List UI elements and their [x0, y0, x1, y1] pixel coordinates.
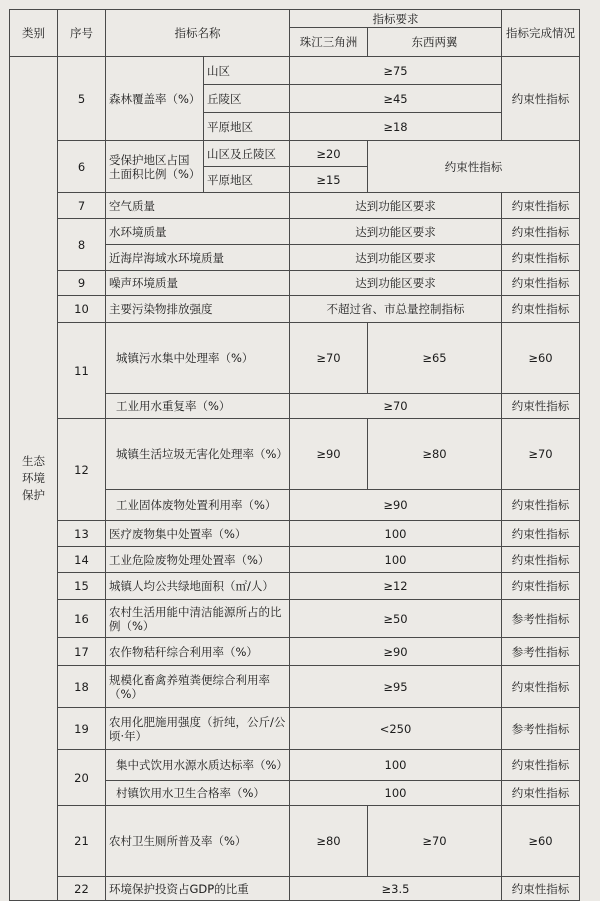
indicator-name: 医疗废物集中处置率（%） [106, 521, 290, 547]
table-row [10, 193, 580, 219]
indicator-name: 工业固体废物处置利用率（%） [106, 490, 290, 521]
indicator-name: 水环境质量 [106, 219, 290, 245]
requirement-value: ≥45 [290, 85, 502, 113]
indicator-name: 城镇人均公共绿地面积（㎡/人） [106, 573, 290, 600]
requirement-value: 100 [290, 521, 502, 547]
requirement-mountain: ≥60 [502, 806, 580, 877]
row-number: 9 [58, 271, 106, 296]
indicator-name: 工业用水重复率（%） [106, 394, 290, 419]
table-row [10, 877, 580, 901]
status-cell: 约束性指标 [502, 193, 580, 219]
requirement-value: ≥18 [290, 113, 502, 141]
requirement-value: ≥20 [290, 141, 368, 167]
requirement-value: ≥50 [290, 600, 502, 638]
header-indicator-name: 指标名称 [106, 10, 290, 57]
status-cell: 约束性指标 [502, 666, 580, 708]
table-row [10, 323, 580, 394]
header-completion: 指标完成情况 [502, 10, 580, 57]
requirement-value: ≥12 [290, 573, 502, 600]
indicator-name: 噪声环境质量 [106, 271, 290, 296]
table-row [10, 573, 580, 600]
row-number: 7 [58, 193, 106, 219]
indicator-name: 城镇生活垃圾无害化处理率（%） [106, 419, 290, 490]
table-row [10, 708, 580, 750]
sub-indicator: 平原地区 [204, 113, 290, 141]
requirement-value: ≥90 [290, 490, 502, 521]
requirement-value: ≥3.5 [290, 877, 502, 901]
table-row [10, 806, 580, 877]
status-cell: 参考性指标 [502, 638, 580, 666]
row-number: 10 [58, 296, 106, 323]
row-number: 20 [58, 750, 106, 806]
row-number: 15 [58, 573, 106, 600]
requirement-east-west: ≥80 [368, 419, 502, 490]
status-cell: 约束性指标 [502, 573, 580, 600]
indicator-name: 空气质量 [106, 193, 290, 219]
requirement-value: 达到功能区要求 [290, 271, 502, 296]
table-row [10, 547, 580, 573]
status-cell: 约束性指标 [502, 271, 580, 296]
row-number: 11 [58, 323, 106, 419]
table-row [10, 57, 580, 85]
indicator-name: 工业危险废物处理处置率（%） [106, 547, 290, 573]
indicator-name: 农作物秸秆综合利用率（%） [106, 638, 290, 666]
requirement-value: ≥15 [290, 167, 368, 193]
indicator-name: 森林覆盖率（%） [106, 57, 204, 141]
status-cell: 约束性指标 [502, 781, 580, 806]
status-cell: 约束性指标 [502, 750, 580, 781]
row-number: 13 [58, 521, 106, 547]
table-row [10, 296, 580, 323]
table-row [10, 638, 580, 666]
status-cell: 约束性指标 [502, 547, 580, 573]
requirement-value: ≥70 [290, 394, 502, 419]
header-category: 类别 [10, 10, 58, 57]
status-cell: 参考性指标 [502, 600, 580, 638]
requirement-value: ≥75 [290, 57, 502, 85]
table-row [10, 750, 580, 781]
table-row [10, 419, 580, 490]
indicator-name: 农村生活用能中清洁能源所占的比例（%） [106, 600, 290, 638]
requirement-value: 100 [290, 547, 502, 573]
indicator-name: 规模化畜禽养殖粪便综合利用率（%） [106, 666, 290, 708]
row-number: 22 [58, 877, 106, 901]
status-cell: 约束性指标 [502, 296, 580, 323]
indicator-name: 城镇污水集中处理率（%） [106, 323, 290, 394]
status-cell: 参考性指标 [502, 708, 580, 750]
row-number: 21 [58, 806, 106, 877]
status-cell: 约束性指标 [502, 394, 580, 419]
status-cell: 约束性指标 [502, 57, 580, 141]
sub-indicator: 山区及丘陵区 [204, 141, 290, 167]
row-number: 12 [58, 419, 106, 521]
row-number: 18 [58, 666, 106, 708]
indicator-name: 集中式饮用水源水质达标率（%） [106, 750, 290, 781]
status-cell: 约束性指标 [368, 141, 580, 193]
requirement-value: 100 [290, 750, 502, 781]
row-number: 6 [58, 141, 106, 193]
requirement-prd: ≥70 [290, 323, 368, 394]
indicator-name: 主要污染物排放强度 [106, 296, 290, 323]
table-row [10, 666, 580, 708]
requirement-mountain: ≥70 [502, 419, 580, 490]
requirement-value: ≥95 [290, 666, 502, 708]
header-number: 序号 [58, 10, 106, 57]
requirement-value: 达到功能区要求 [290, 193, 502, 219]
category-cell: 生态 环境 保护 [10, 57, 58, 901]
requirement-prd: ≥80 [290, 806, 368, 877]
requirement-value: 100 [290, 781, 502, 806]
row-number: 16 [58, 600, 106, 638]
requirement-east-west: ≥65 [368, 323, 502, 394]
header-row [10, 10, 580, 28]
sub-indicator: 平原地区 [204, 167, 290, 193]
requirement-value: ≥90 [290, 638, 502, 666]
status-cell: 约束性指标 [502, 521, 580, 547]
indicator-name: 受保护地区占国土面积比例（%） [106, 141, 204, 193]
row-number: 5 [58, 57, 106, 141]
requirement-value: <250 [290, 708, 502, 750]
requirement-mountain: ≥60 [502, 323, 580, 394]
header-requirement: 指标要求 [290, 10, 502, 28]
table-row [10, 219, 580, 245]
table-row [10, 271, 580, 296]
table-row [10, 600, 580, 638]
indicator-name: 环境保护投资占GDP的比重 [106, 877, 290, 901]
indicator-table [9, 9, 580, 901]
status-cell: 约束性指标 [502, 219, 580, 245]
requirement-east-west: ≥70 [368, 806, 502, 877]
status-cell: 约束性指标 [502, 490, 580, 521]
indicator-name: 农用化肥施用强度（折纯，公斤/公顷·年） [106, 708, 290, 750]
row-number: 19 [58, 708, 106, 750]
table-row [10, 141, 580, 167]
row-number: 17 [58, 638, 106, 666]
requirement-prd: ≥90 [290, 419, 368, 490]
requirement-value: 达到功能区要求 [290, 245, 502, 271]
indicator-name: 村镇饮用水卫生合格率（%） [106, 781, 290, 806]
region-prd: 珠江三角洲 [290, 28, 368, 57]
sub-indicator: 丘陵区 [204, 85, 290, 113]
indicator-name: 近海岸海域水环境质量 [106, 245, 290, 271]
indicator-name: 农村卫生厕所普及率（%） [106, 806, 290, 877]
requirement-value: 不超过省、市总量控制指标 [290, 296, 502, 323]
status-cell: 约束性指标 [502, 245, 580, 271]
region-east-west: 东西两翼 [368, 28, 502, 57]
row-number: 8 [58, 219, 106, 271]
status-cell: 约束性指标 [502, 877, 580, 901]
table-row [10, 521, 580, 547]
sub-indicator: 山区 [204, 57, 290, 85]
requirement-value: 达到功能区要求 [290, 219, 502, 245]
row-number: 14 [58, 547, 106, 573]
